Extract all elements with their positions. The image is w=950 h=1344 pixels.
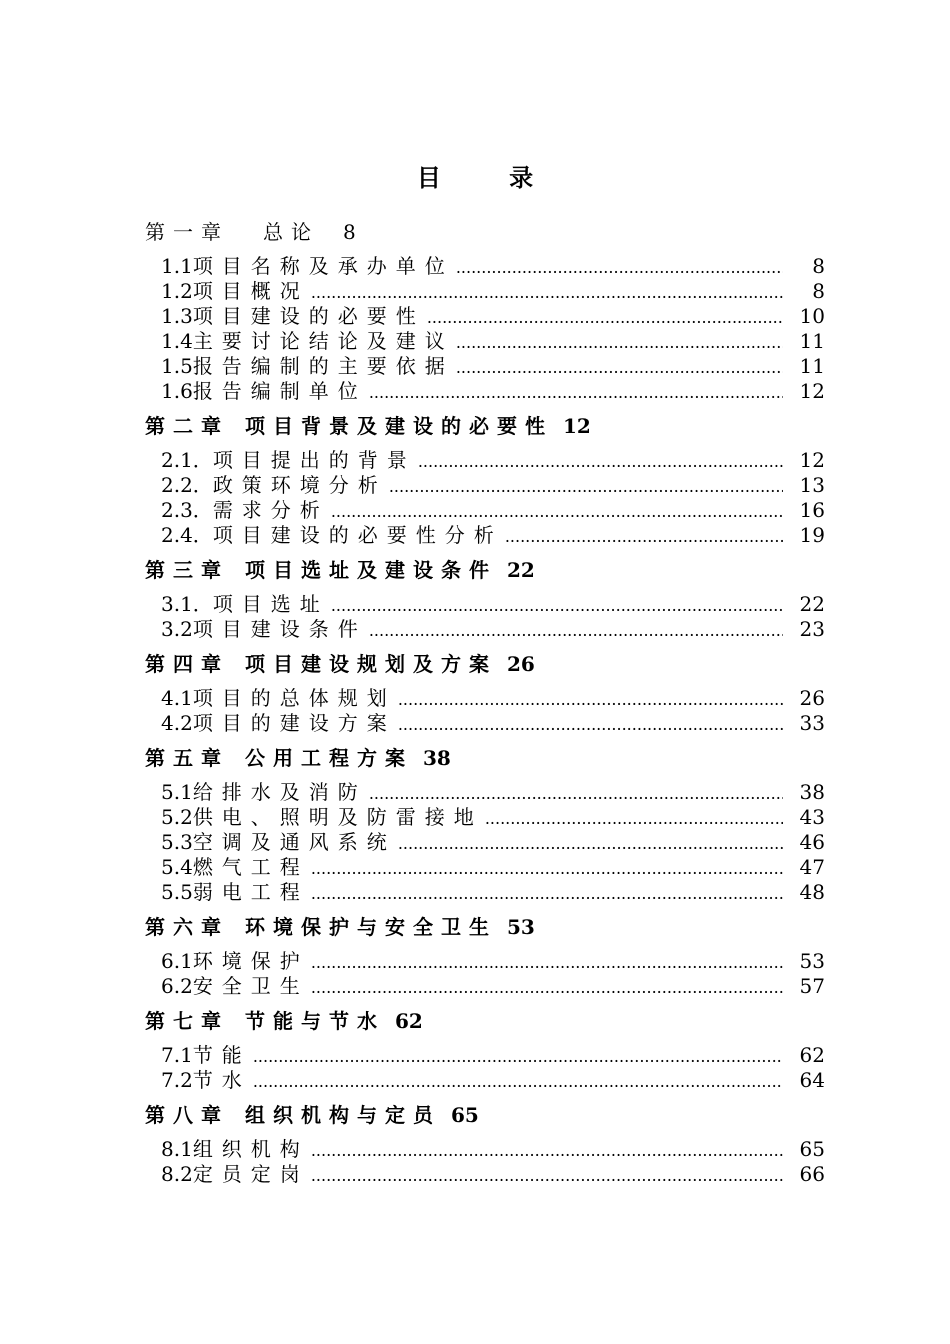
entry-page: 12	[799, 379, 825, 403]
entry-page: 12	[799, 448, 825, 472]
entry-number: 1.1	[161, 254, 193, 278]
toc-entry[interactable]	[145, 711, 825, 736]
entry-text: 政策环境分析	[212, 473, 387, 497]
entry-page: 16	[799, 498, 825, 522]
dot-leader	[398, 687, 783, 712]
entry-text: 报告编制单位	[192, 379, 367, 403]
entry-number: 1.5	[161, 354, 193, 378]
chapter-label: 第一章	[145, 220, 229, 244]
chapter-title: 项目选址及建设条件	[245, 558, 497, 582]
toc-entry[interactable]	[145, 1162, 825, 1187]
dot-leader	[331, 593, 783, 618]
entry-text: 项目建设条件	[192, 617, 367, 641]
dot-leader	[331, 499, 783, 524]
entry-text: 项目概况	[192, 279, 309, 303]
entry-page: 64	[799, 1068, 825, 1092]
chapter-label: 第六章	[145, 915, 229, 939]
toc-entry[interactable]	[145, 949, 825, 974]
dot-leader	[311, 856, 783, 881]
chapter-title: 公用工程方案	[245, 746, 413, 770]
entry-text: 供电、照明及防雷接地	[192, 805, 483, 829]
toc-entry[interactable]	[145, 780, 825, 805]
toc-entry[interactable]	[145, 498, 825, 523]
entry-page: 13	[799, 473, 825, 497]
chapter-title: 节能与节水	[245, 1009, 385, 1033]
entry-text: 给排水及消防	[192, 780, 367, 804]
dot-leader	[369, 618, 783, 643]
dot-leader	[427, 305, 783, 330]
entry-page: 23	[799, 617, 825, 641]
entry-number: 2.2．	[161, 473, 213, 497]
chapter-heading[interactable]	[145, 558, 825, 582]
entry-text: 定员定岗	[192, 1162, 309, 1186]
entry-page: 8	[812, 254, 825, 278]
entry-text: 安全卫生	[192, 974, 309, 998]
chapter-page: 38	[423, 746, 451, 770]
chapter-title: 总论	[263, 220, 319, 244]
dot-leader	[456, 255, 783, 280]
entry-text: 需求分析	[212, 498, 329, 522]
dot-leader	[369, 380, 783, 405]
entry-page: 11	[799, 329, 825, 353]
chapter-label: 第八章	[145, 1103, 229, 1127]
page-title: 目 录	[416, 163, 564, 192]
chapter-heading[interactable]	[145, 652, 825, 676]
entry-page: 11	[799, 354, 825, 378]
dot-leader	[485, 806, 783, 831]
toc-entry[interactable]	[145, 354, 825, 379]
dot-leader	[418, 449, 783, 474]
entry-number: 3.1．	[161, 592, 213, 616]
dot-leader	[456, 330, 783, 355]
entry-number: 5.2	[161, 805, 193, 829]
entry-page: 48	[799, 880, 825, 904]
entry-text: 报告编制的主要依据	[192, 354, 454, 378]
entry-number: 5.3	[161, 830, 193, 854]
chapter-heading[interactable]	[145, 1009, 825, 1033]
entry-text: 项目建设的必要性	[192, 304, 425, 328]
entry-number: 3.2	[161, 617, 193, 641]
chapter-page: 22	[507, 558, 535, 582]
entry-number: 8.1	[161, 1137, 193, 1161]
chapter-label: 第五章	[145, 746, 229, 770]
entry-text: 项目建设的必要性分析	[212, 523, 503, 547]
entry-text: 空调及通风系统	[192, 830, 396, 854]
chapter-heading[interactable]	[145, 915, 825, 939]
chapter-label: 第四章	[145, 652, 229, 676]
toc-entry[interactable]	[145, 974, 825, 999]
entry-text: 燃气工程	[192, 855, 309, 879]
chapter-page: 8	[343, 220, 356, 244]
entry-number: 1.6	[161, 379, 193, 403]
entry-page: 22	[799, 592, 825, 616]
entry-number: 7.1	[161, 1043, 193, 1067]
toc-entry[interactable]	[145, 880, 825, 905]
toc-entry[interactable]	[145, 805, 825, 830]
chapter-title: 项目背景及建设的必要性	[245, 414, 553, 438]
toc-entry[interactable]	[145, 1043, 825, 1068]
chapter-label: 第三章	[145, 558, 229, 582]
chapter-title: 项目建设规划及方案	[245, 652, 497, 676]
entry-page: 8	[812, 279, 825, 303]
entry-text: 节水	[192, 1068, 251, 1092]
entry-page: 66	[799, 1162, 825, 1186]
toc-entry[interactable]	[145, 329, 825, 354]
entry-text: 项目的建设方案	[192, 711, 396, 735]
dot-leader	[253, 1069, 783, 1094]
chapter-title: 环境保护与安全卫生	[245, 915, 497, 939]
dot-leader	[311, 280, 783, 305]
entry-number: 1.3	[161, 304, 193, 328]
chapter-page: 65	[451, 1103, 479, 1127]
entry-text: 环境保护	[192, 949, 309, 973]
entry-text: 项目选址	[212, 592, 329, 616]
entry-number: 2.1．	[161, 448, 213, 472]
dot-leader	[456, 355, 783, 380]
toc-entry[interactable]	[145, 448, 825, 473]
toc-entry[interactable]	[145, 304, 825, 329]
entry-page: 62	[799, 1043, 825, 1067]
toc-entry[interactable]	[145, 830, 825, 855]
chapter-heading[interactable]	[145, 746, 825, 770]
toc-entry[interactable]	[145, 1137, 825, 1162]
entry-page: 26	[799, 686, 825, 710]
dot-leader	[253, 1044, 783, 1069]
entry-number: 6.1	[161, 949, 193, 973]
toc-entry[interactable]	[145, 1068, 825, 1093]
chapter-heading[interactable]	[145, 1103, 825, 1127]
entry-text: 节能	[192, 1043, 251, 1067]
toc-entry[interactable]	[145, 523, 825, 548]
entry-page: 43	[799, 805, 825, 829]
chapter-title: 组织机构与定员	[245, 1103, 441, 1127]
chapter-heading[interactable]	[145, 220, 825, 244]
chapter-heading[interactable]	[145, 414, 825, 438]
table-of-contents	[145, 220, 825, 1187]
entry-page: 33	[799, 711, 825, 735]
dot-leader	[311, 881, 783, 906]
entry-number: 1.4	[161, 329, 193, 353]
toc-entry[interactable]	[145, 617, 825, 642]
dot-leader	[369, 781, 783, 806]
entry-text: 项目提出的背景	[212, 448, 416, 472]
entry-number: 1.2	[161, 279, 193, 303]
entry-page: 10	[799, 304, 825, 328]
dot-leader	[505, 524, 783, 549]
chapter-page: 26	[507, 652, 535, 676]
chapter-page: 62	[395, 1009, 423, 1033]
entry-page: 53	[799, 949, 825, 973]
entry-page: 47	[799, 855, 825, 879]
entry-page: 19	[799, 523, 825, 547]
dot-leader	[311, 950, 783, 975]
entry-number: 2.3．	[161, 498, 213, 522]
entry-number: 2.4．	[161, 523, 213, 547]
toc-entry[interactable]	[145, 592, 825, 617]
dot-leader	[311, 975, 783, 1000]
entry-number: 7.2	[161, 1068, 193, 1092]
entry-number: 4.1	[161, 686, 193, 710]
toc-entry[interactable]	[145, 473, 825, 498]
entry-number: 4.2	[161, 711, 193, 735]
entry-page: 38	[799, 780, 825, 804]
toc-entry[interactable]	[145, 279, 825, 304]
toc-entry[interactable]	[145, 379, 825, 404]
entry-page: 57	[799, 974, 825, 998]
dot-leader	[311, 1163, 783, 1188]
entry-number: 5.5	[161, 880, 193, 904]
dot-leader	[311, 1138, 783, 1163]
entry-number: 6.2	[161, 974, 193, 998]
entry-page: 46	[799, 830, 825, 854]
dot-leader	[398, 831, 783, 856]
entry-page: 65	[799, 1137, 825, 1161]
entry-number: 5.4	[161, 855, 193, 879]
entry-text: 组织机构	[192, 1137, 309, 1161]
toc-entry[interactable]	[145, 686, 825, 711]
toc-entry[interactable]	[145, 855, 825, 880]
chapter-label: 第二章	[145, 414, 229, 438]
chapter-page: 53	[507, 915, 535, 939]
entry-text: 项目名称及承办单位	[192, 254, 454, 278]
entry-number: 5.1	[161, 780, 193, 804]
entry-number: 8.2	[161, 1162, 193, 1186]
dot-leader	[389, 474, 783, 499]
dot-leader	[398, 712, 783, 737]
chapter-page: 12	[563, 414, 591, 438]
entry-text: 主要讨论结论及建议	[192, 329, 454, 353]
entry-text: 弱电工程	[192, 880, 309, 904]
toc-entry[interactable]	[145, 254, 825, 279]
entry-text: 项目的总体规划	[192, 686, 396, 710]
chapter-label: 第七章	[145, 1009, 229, 1033]
